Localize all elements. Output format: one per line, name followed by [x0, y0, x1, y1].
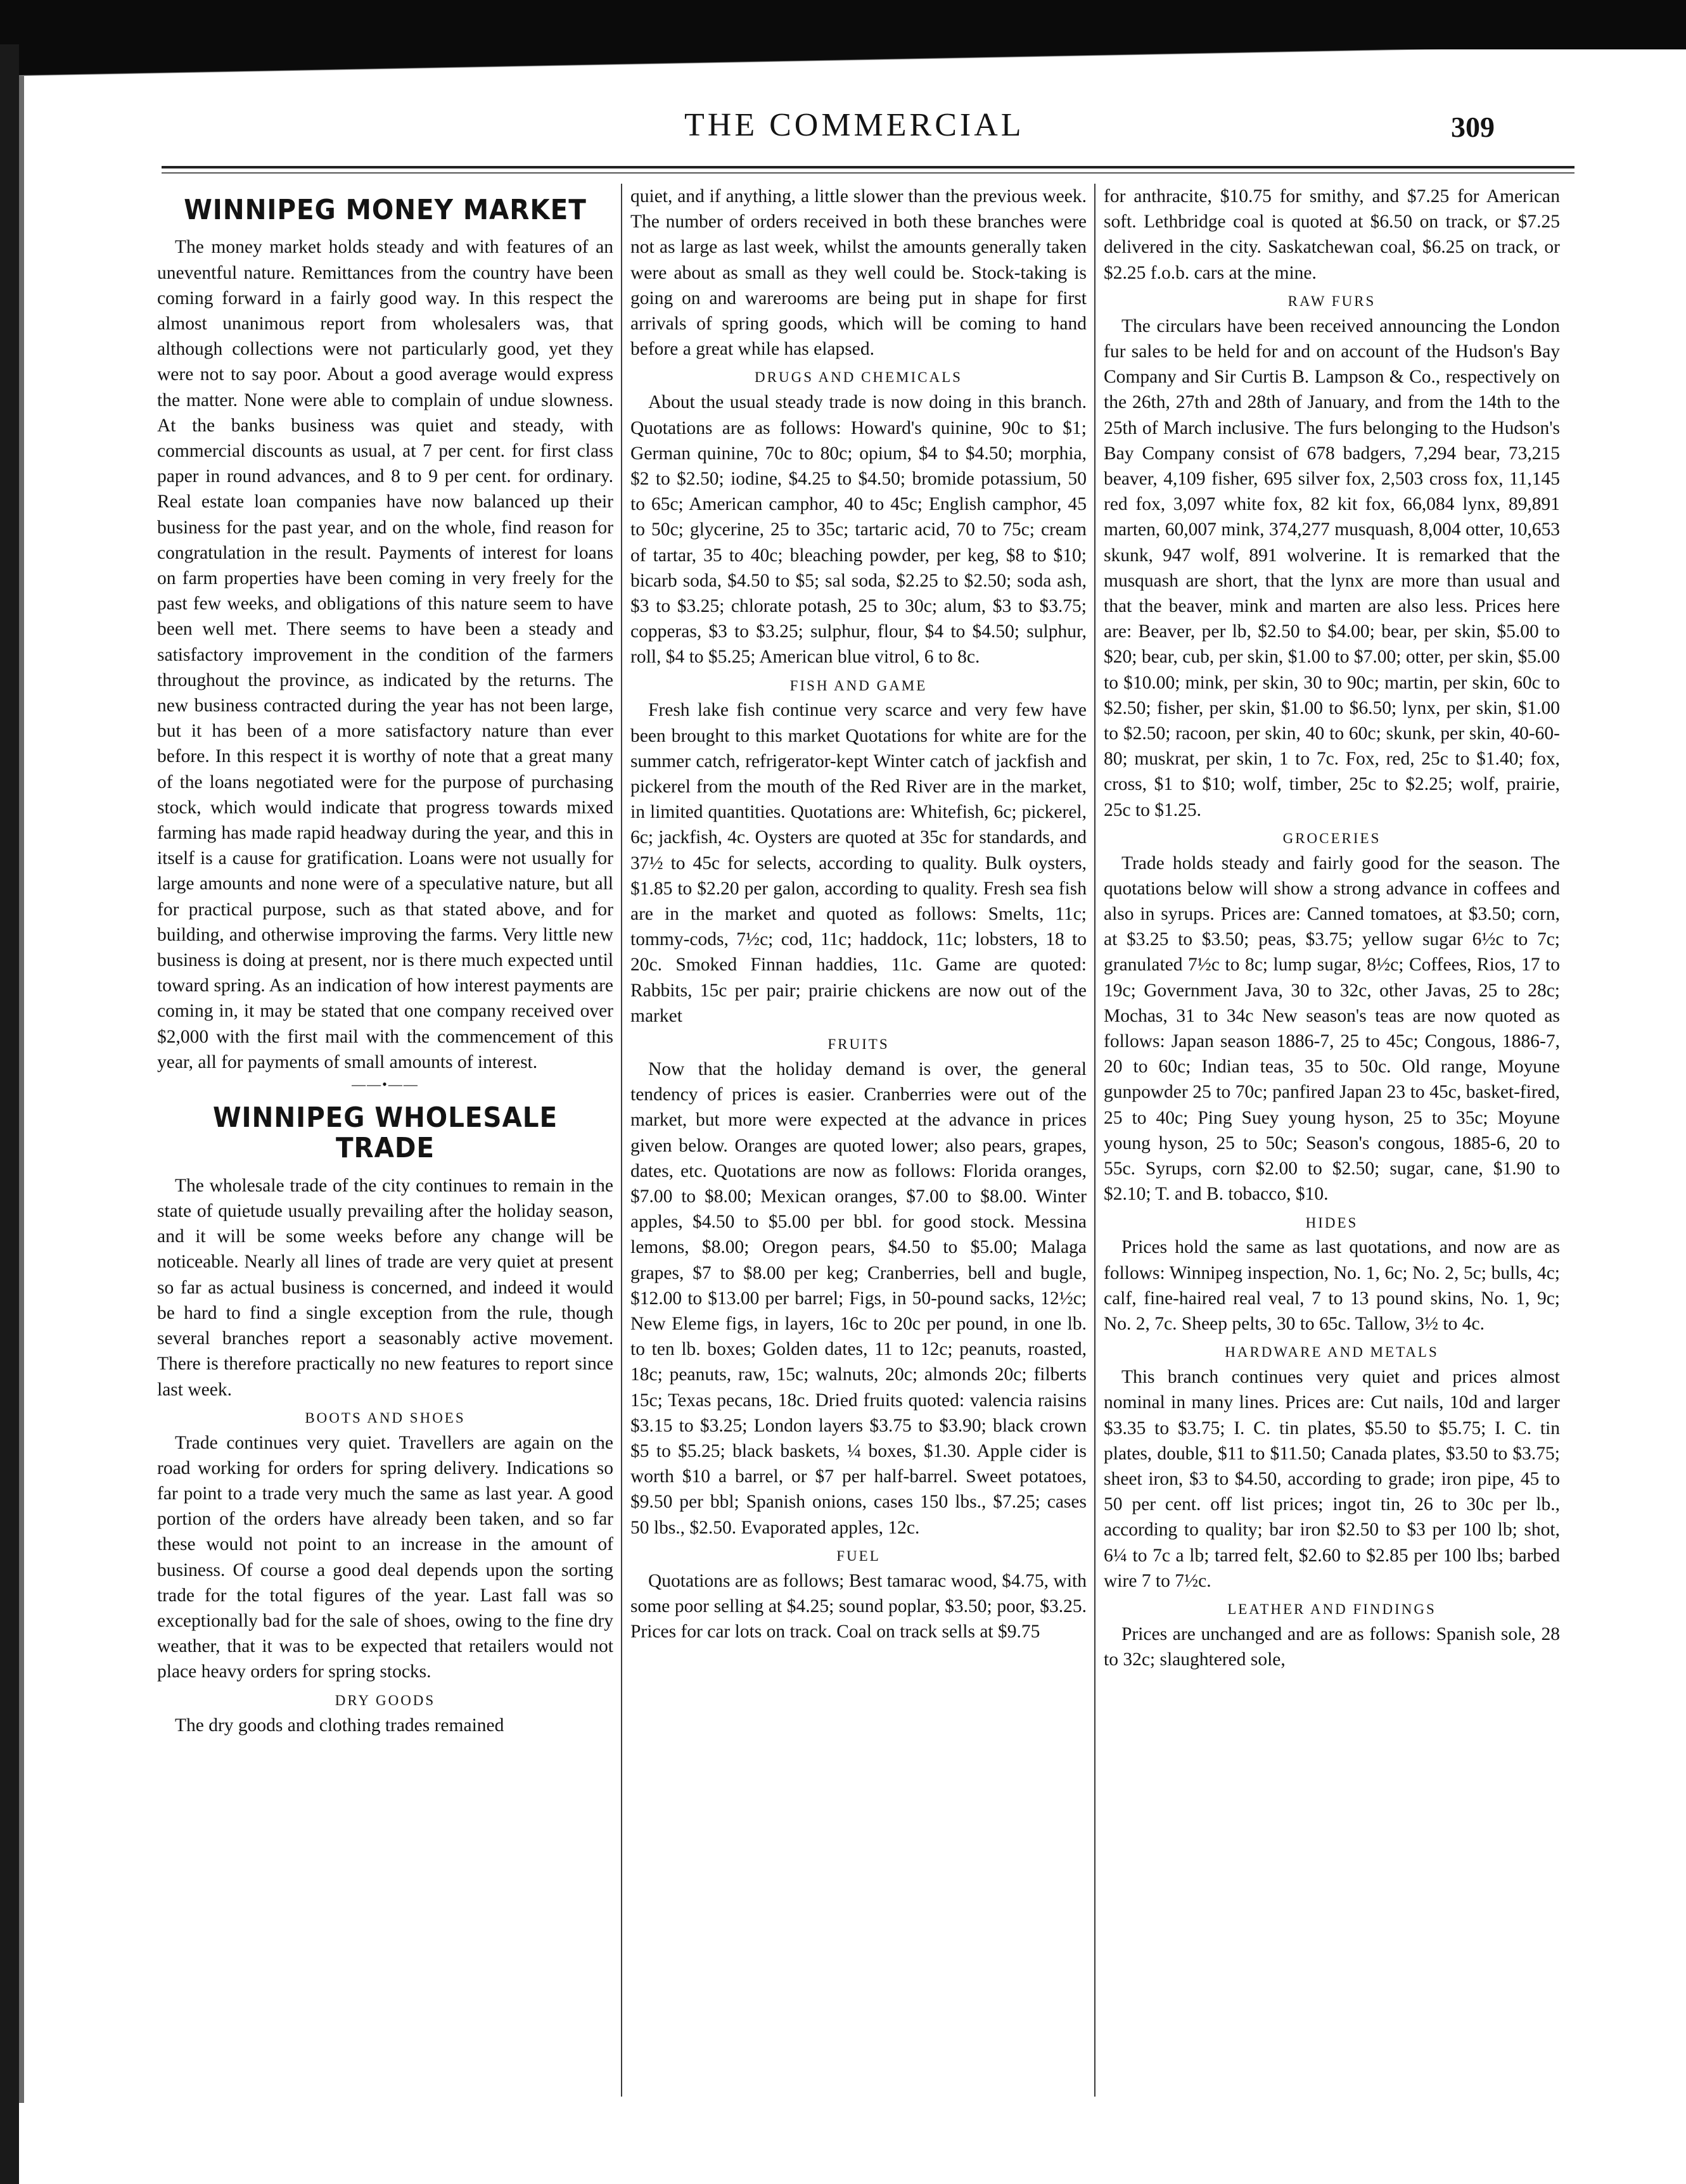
scan-top-border — [0, 0, 1686, 49]
masthead: THE COMMERCIAL — [684, 107, 1025, 143]
page-number: 309 — [1451, 111, 1495, 143]
dry-goods-continued: quiet, and if anything, a little slower than the previous week. The number of orders received in both these branches were not as large as last week, whilst the amounts generally taken were about as small as they well could be. Stock-taking is going on and warerooms are being put in shape for first arrivals of spring goods, which will be coming to hand before a great while has elapsed. — [630, 186, 1087, 360]
groceries-text: Trade holds steady and fairly good for the season. The quotations below will show a strong advance in coffees and also in syrups. Prices are: Canned tomatoes, at $3.50; corn, at $3.25 to $3.50; peas, $3.75; yellow sugar 6½c to 7c; granulated 7½c to 8c; lump sugar, 8½c; Coffees, Rios, 17 to 19c; Government Java, 30 to 32c, other Javas, 25 to 28c; Mochas, 31 to 34c New season's teas are now quoted as follows: Japan season 1886-7, 25 to 45c; Congous, 1886-7, 20 to 60c; Indian teas, 35 to 50c. Old range, Moyune gunpowder 25 to 70c; panfired Japan 23 to 45c, basket-fired, 25 to 40c; Ping Suey young hyson, 25 to 35c; Moyune young hyson, 25 to 50c; Season's congous, 1885-6, 20 to 55c. Syrups, corn $2.00 to $2.50; sugar, cane, $1.90 to $2.10; T. and B. tobacco, $10. — [1104, 853, 1560, 1205]
fish-game-text: Fresh lake fish continue very scarce and very few have been brought to this market Quotations for white are for the summer catch, refrigerator-kept Winter catch of jackfish and pickerel from the mouth of the Red River are in the market, in limited quantities. Quotations are: Whitefish, 6c; pickerel, 6c; jackfish, 4c. Oysters are quoted at 35c for standards, and 37½ to 45c for selects, according to quality. Bulk oysters, $1.85 to $2.20 per galon, according to quality. Fresh sea fish are in the market and quoted as follows: Smelts, 11c; tommy-cods, 7½c; cod, 11c; haddock, 11c; lobsters, 18 to 20c. Smoked Finnan haddies, 11c. Game are quoted: Rabbits, 15c per pair; prairie chickens are now out of the market — [630, 700, 1087, 1026]
column-divider — [1094, 184, 1095, 2097]
boots-shoes-heading: BOOTS AND SHOES — [305, 1409, 466, 1426]
fruits-text: Now that the holiday demand is over, the general tendency of prices is easier. Cranberries were out of the market, but more were expected at the advance in prices given below. Oranges are quoted lower; also pears, grapes, dates, etc. Quotations are now as follows: Florida oranges, $7.00 to $8.00; Mexican oranges, $7.00 to $8.00. Winter apples, $4.50 to $5.00 per bbl. for good stock. Messina lemons, $8.00; Oregon pears, $4.50 to $5.00; Malaga grapes, $7 to $8.00 per keg; Cranberries, bell and bugle, $12.00 to $13.00 per barrel; Figs, in 50-pound sacks, 12½c; New Eleme figs, in layers, 16c to 20c per pound, in one lb. to ten lb. boxes; Golden dates, 11 to 12c; peanuts, roasted, 18c; peanuts, raw, 15c; walnuts, 20c; almonds 20c; filberts 15c; Texas pecans, 18c. Dried fruits quoted: valencia raisins $3.15 to $3.25; London layers $3.75 to $3.90; black crown $5 to $5.25; black baskets, ¼ boxes, $1.30. Apple cider is worth $10 a barrel, or $7 per half-barrel. Sweet potatoes, $9.50 per bbl; Spanish onions, cases 150 lbs., $7.25; cases 50 lbs., $2.50. Evaporated apples, 12c. — [630, 1058, 1087, 1538]
money-market-heading: WINNIPEG MONEY MARKET — [184, 194, 587, 226]
hides-heading: HIDES — [1305, 1214, 1358, 1231]
header-rule — [162, 166, 1574, 168]
leather-findings-heading: LEATHER AND FINDINGS — [1227, 1601, 1436, 1617]
fish-game-heading: FISH AND GAME — [789, 677, 928, 694]
scan-left-shadow — [19, 76, 24, 2103]
article-separator: ——•—— — [352, 1076, 419, 1093]
fruits-heading: FRUITS — [827, 1036, 890, 1053]
raw-furs-text: The circulars have been received announcing the London fur sales to be held for and on account of the Hudson's Bay Company and Sir Curtis B. Lampson & Co., respectively on the 26th, 27th and 28th of January, and from the 14th to the 25th of March inclusive. The furs belonging to the Hudson's Bay Company consist of 678 badgers, 7,294 bear, 73,215 beaver, 4,109 fisher, 695 silver fox, 2,503 cross fox, 11,145 red fox, 3,097 white fox, 82 kit fox, 66,084 lynx, 89,891 marten, 60,007 mink, 374,277 musquash, 8,004 otter, 10,653 skunk, 947 wolf, 891 wolverine. It is remarked that the musquash are short, that the lynx are more than usual and that the beaver, mink and marten are also less. Prices here are: Beaver, per lb, $2.50 to $4.00; bear, per skin, $5.00 to $20; bear, cub, per skin, $1.00 to $7.00; otter, per skin, $5.00 to $10.00; mink, per skin, 30 to 90c; martin, per skin, 60c to $2.50; fisher, per skin, $1.00 to $6.50; lynx, per skin, $1.00 to $2.50; racoon, per skin, 40 to 60c; skunk, per skin, 40-60-80; muskrat, per skin, 1 to 7c. Fox, red, 25c to $1.40; fox, cross, $1 to $10; wolf, timber, 25c to $2.25; wolf, prairie, 25c to $1.25. — [1104, 315, 1560, 820]
drugs-chemicals-text: About the usual steady trade is now doing in this branch. Quotations are as follows: Howard's quinine, 90c to $1; German quinine, 70c to 80c; opium, $4 to $4.50; morphia, $2 to $2.50; iodine, $4.25 to $4.50; bromide potassium, 50 to 65c; American camphor, 40 to 45c; English camphor, 45 to 50c; glycerine, 25 to 35c; tartaric acid, 70 to 75c; cream of tartar, 35 to 40c; bleaching powder, per keg, $8 to $10; bicarb soda, $4.50 to $5; sal soda, $2.25 to $2.50; soda ash, $3 to $3.25; chlorate potash, 25 to 30c; alum, $3 to $3.75; copperas, $3 to $3.25; sulphur, flour, $4 to $4.50; sulphur, roll, $4 to $5.25; American blue vitrol, 6 to 8c. — [630, 392, 1087, 668]
fuel-text: Quotations are as follows; Best tamarac wood, $4.75, with some poor selling at $4.25; sound poplar, $3.50; poor, $3.25. Prices for car lots on track. Coal on track sells at $9.75 — [630, 1570, 1087, 1642]
wholesale-trade-heading: WINNIPEG WHOLESALE TRADE — [212, 1102, 558, 1165]
raw-furs-heading: RAW FURS — [1287, 293, 1376, 309]
column-3 — [1104, 184, 1560, 2109]
hides-text: Prices hold the same as last quotations, and now are as follows: Winnipeg inspection, No. 1, 6c; No. 2, 5c; bulls, 4c; calf, fine-haired real veal, 7 to 13 pound skins, No. 1, 9c; No. 2, 7c. Sheep pelts, 30 to 65c. Tallow, 3½ to 4c. — [1104, 1237, 1560, 1334]
hardware-metals-heading: HARDWARE AND METALS — [1225, 1344, 1439, 1361]
scan-left-border — [0, 44, 19, 2184]
column-1 — [157, 184, 613, 2109]
dry-goods-heading: DRY GOODS — [335, 1692, 436, 1708]
fuel-continued: for anthracite, $10.75 for smithy, and $7.25 for American soft. Lethbridge coal is quoted at $6.50 on track, or $7.25 delivered in the city. Saskatchewan coal, $6.25 on track, or $2.25 f.o.b. cars at the mine. — [1104, 186, 1560, 283]
money-market-article: The money market holds steady and with features of an uneventful nature. Remittances from the country have been coming forward in a fairly good way. In this respect the almost unanimous report from wholesalers was, that although collections were not particularly good, yet they were not to say poor. About a good average would express the matter. None were able to complain of undue slowness. At the banks business was quiet and steady, with commercial discounts as usual, at 7 per cent. for first class paper in round advances, and 8 to 9 per cent. for ordinary. Real estate loan companies have now balanced up their business for the past year, and on the whole, find reason for congratulation in the result. Payments of interest for loans on farm properties have been coming in very freely for the past few weeks, and obligations of this nature seem to have been well met. There seems to have been a steady and satisfactory improvement in the condition of the farmers throughout the province, as indicated by the returns. The new business contracted during the year has not been large, but it has been of a more satisfactory nature than ever before. In this respect it is worthy of note that a great many of the loans negotiated were for the purpose of purchasing stock, which would indicate that progress towards mixed farming has made rapid headway during the year, and this in itself is a cause for gratification. Loans were not usually for large amounts and none were of a speculative nature, but all for practical purpose, such as that stated above, and for building, and otherwise improving the farms. Very little new business is doing at present, nor is there much expected until toward spring. As an indication of how interest payments are coming in, it may be stated that one company received over $2,000 with the first mail with the commencement of this year, all for payments of small amounts of interest. — [157, 237, 613, 1072]
boots-shoes-text: Trade continues very quiet. Travellers are again on the road working for orders for spring delivery. Indications so far point to a trade very much the same as last year. A good portion of the orders have already been taken, and so far these would not point to an increase in the amount of business. Of course a good deal depends upon the sorting trade for the total figures of the year. Last fall was so exceptionally bad for the sale of shoes, owing to the fine dry weather, that it was to be expected that retailers would not place heavy orders for spring stocks. — [157, 1432, 613, 1682]
header-rule-thin — [162, 172, 1574, 174]
column-2 — [630, 184, 1087, 2109]
dry-goods-text: The dry goods and clothing trades remained — [175, 1715, 504, 1736]
leather-findings-text: Prices are unchanged and are as follows: Spanish sole, 28 to 32c; slaughtered sole, — [1104, 1623, 1560, 1670]
wholesale-trade-intro: The wholesale trade of the city continues to remain in the state of quietude usually prevailing after the holiday season, and it will be some weeks before any change will be noticeable. Nearly all lines of trade are very quiet at present so far as actual business is concerned, and indeed it would be hard to find a single exception from the rule, though several branches report a seasonably active movement. There is therefore practically no new features to report since last week. — [157, 1175, 613, 1400]
column-divider — [621, 184, 622, 2097]
groceries-heading: GROCERIES — [1282, 830, 1381, 846]
scan-top-shadow — [0, 44, 1686, 76]
fuel-heading: FUEL — [836, 1547, 881, 1564]
drugs-chemicals-heading: DRUGS AND CHEMICALS — [755, 369, 962, 386]
hardware-metals-text: This branch continues very quiet and prices almost nominal in many lines. Prices are: Cut nails, 10d and larger $3.35 to $3.75; I. C. tin plates, $5.50 to $5.75; I. C. tin plates, double, $11 to $11.50; Canada plates, $3.50 to $3.75; sheet iron, $3 to $4.50, according to grade; iron pipe, 45 to 50 per cent. off list prices; ingot tin, 26 to 30c per lb., according to quality; bar iron $2.50 to $3 per 100 lb; shot, 6¼ to 7c a lb; tarred felt, $2.60 to $2.85 per 100 lbs; barbed wire 7 to 7½c. — [1104, 1367, 1560, 1591]
